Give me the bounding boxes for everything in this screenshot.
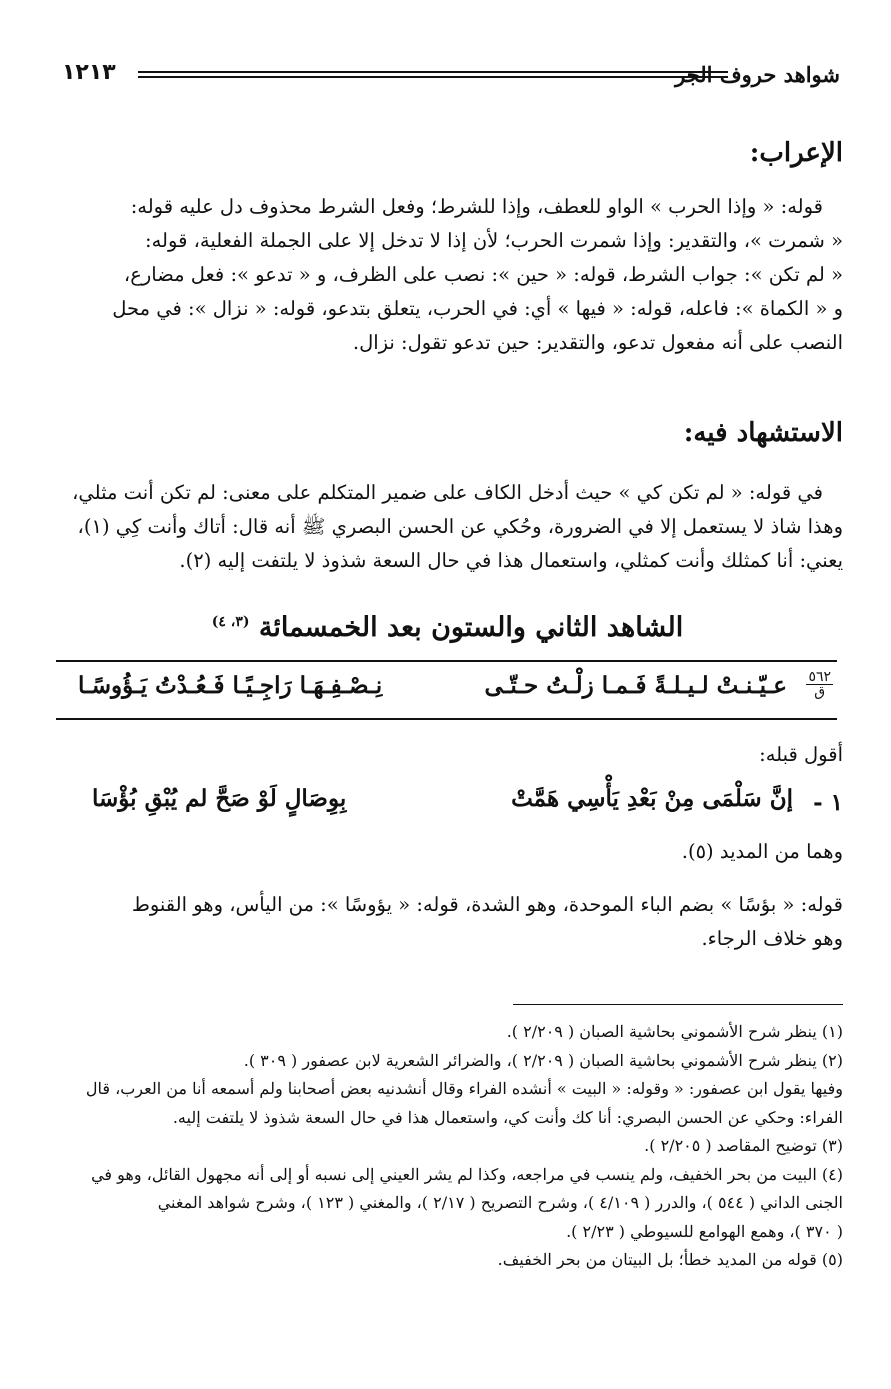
footnotes [52, 1018, 843, 1275]
verse-hemistich-2: نِـصْـفِـهَـا رَاجِـيًـا فَـعُـدْتُ يَـؤُوسًـا [78, 672, 383, 699]
explanation-paragraph [52, 888, 843, 956]
verse-hemistich-1: عـيّـنـتْ لـيـلـةً فَـمـا زلْـتُ حـتّـى [484, 672, 787, 699]
irab-heading: الإعراب: [749, 138, 843, 168]
footnote: (٢) ينظر شرح الأشموني بحاشية الصبان ( ٢/٢٠٩ )، والضرائر الشعرية لابن عصفور ( ٣٠٩ ). [243, 1050, 843, 1070]
istishhad-line: يعني: أنا كمثلك وأنت كمثلي، واستعمال هذا في حال السعة شذوذ لا يلتفت إليه (٢). [179, 549, 843, 572]
footnote: (١) ينظر شرح الأشموني بحاشية الصبان ( ٢/٢٠٩ ). [506, 1022, 843, 1041]
verse-number-sub: ق [814, 684, 826, 700]
footnote: (٣) توضيح المقاصد ( ٢/٢٠٥ ). [644, 1136, 843, 1155]
page-header [62, 58, 840, 94]
irab-line: و « الكماة »: فاعله، قوله: « فيها » أي: في الحرب، يتعلق بتدعو، قوله: « نزال »: في محل [112, 297, 843, 320]
verse-number-value: ٥٦٢ [808, 669, 831, 685]
footnote: وفيها يقول ابن عصفور: « وقوله: « البيت » أنشده الفراء وقال أنشدنيه بعض أصحابنا ولم أسمعه أنا من العرب، قال [85, 1079, 843, 1098]
verse-box [56, 660, 837, 720]
footnote: ( ٣٧٠ )، وهمع الهوامع للسيوطي ( ٢/٢٣ ). [566, 1221, 843, 1241]
header-rule [138, 71, 728, 78]
irab-line: « لم تكن »: جواب الشرط، قوله: « حين »: نصب على الظرف، و « تدعو »: فعل مضارع، [123, 263, 843, 286]
footnote-rule [513, 1004, 843, 1005]
page-number: ١٢١٣ [62, 60, 116, 85]
preceding-couplet [52, 785, 843, 825]
meter-note: وهما من المديد (٥). [681, 840, 843, 863]
shahid-note-refs: (٣، ٤) [211, 614, 250, 630]
explanation-line: وهو خلاف الرجاء. [701, 927, 843, 950]
irab-line: النصب على أنه مفعول تدعو، والتقدير: حين تدعو تقول: نزال. [352, 331, 843, 354]
verse-number [806, 670, 833, 699]
before-intro: أقول قبله: [759, 743, 843, 766]
irab-line: قوله: « وإذا الحرب » الواو للعطف، وإذا للشرط؛ وفعل الشرط محذوف دل عليه قوله: [130, 195, 823, 218]
explanation-line: قوله: « بؤسًا » بضم الباء الموحدة، وهو الشدة، قوله: « يؤوسًا »: من اليأس، وهو القنوط [131, 893, 843, 916]
footnote: الجنى الداني ( ٥٤٤ )، والدرر ( ٤/١٠٩ )، وشرح التصريح ( ٢/١٧ )، والمغني ( ١٢٣ )، وشرح شواهد المغني [157, 1193, 843, 1212]
istishhad-line: في قوله: « لم تكن كي » حيث أدخل الكاف على ضمير المتكلم على معنى: لم تكن أنت مثلي، [72, 481, 823, 504]
istishhad-paragraph [52, 476, 843, 578]
istishhad-heading: الاستشهاد فيه: [683, 418, 843, 448]
footnote: (٤) البيت من بحر الخفيف، ولم ينسب في مراجعه، وكذا لم يشر العيني إلى نسبه أو إلى أنه مجهول القائل، وهو في [91, 1164, 843, 1184]
shahid-title-text: الشاهد الثاني والستون بعد الخمسمائة [258, 612, 684, 643]
irab-line: « شمرت »، والتقدير: وإذا شمرت الحرب؛ لأن إذا لا تدخل إلا على الجملة الفعلية، قوله: [145, 229, 843, 252]
footnote: الفراء: وحكي عن الحسن البصري: أنا كك وأنت كي، واستعمال هذا في حال السعة شذوذ لا يلتفت إليه. [172, 1107, 843, 1127]
irab-paragraph [52, 190, 843, 360]
couplet-hemistich-1: إنَّ سَلْمَى مِنْ بَعْدِ يَأْسِي هَمَّتْ [511, 785, 793, 812]
footnote: (٥) قوله من المديد خطأ؛ بل البيتان من بحر الخفيف. [497, 1250, 843, 1269]
istishhad-line: وهذا شاذ لا يستعمل إلا في الضرورة، وحُكي عن الحسن البصري ﷺ أنه قال: أتاك وأنت كِي (١)، [77, 515, 843, 538]
couplet-number: ١ - [813, 789, 843, 816]
couplet-hemistich-2: بِوِصَالٍ لَوْ صَحَّ لم يُبْقِ بُؤْسَا [92, 785, 347, 812]
shahid-title [52, 612, 843, 643]
running-title: شواهد حروف الجر [675, 62, 840, 87]
